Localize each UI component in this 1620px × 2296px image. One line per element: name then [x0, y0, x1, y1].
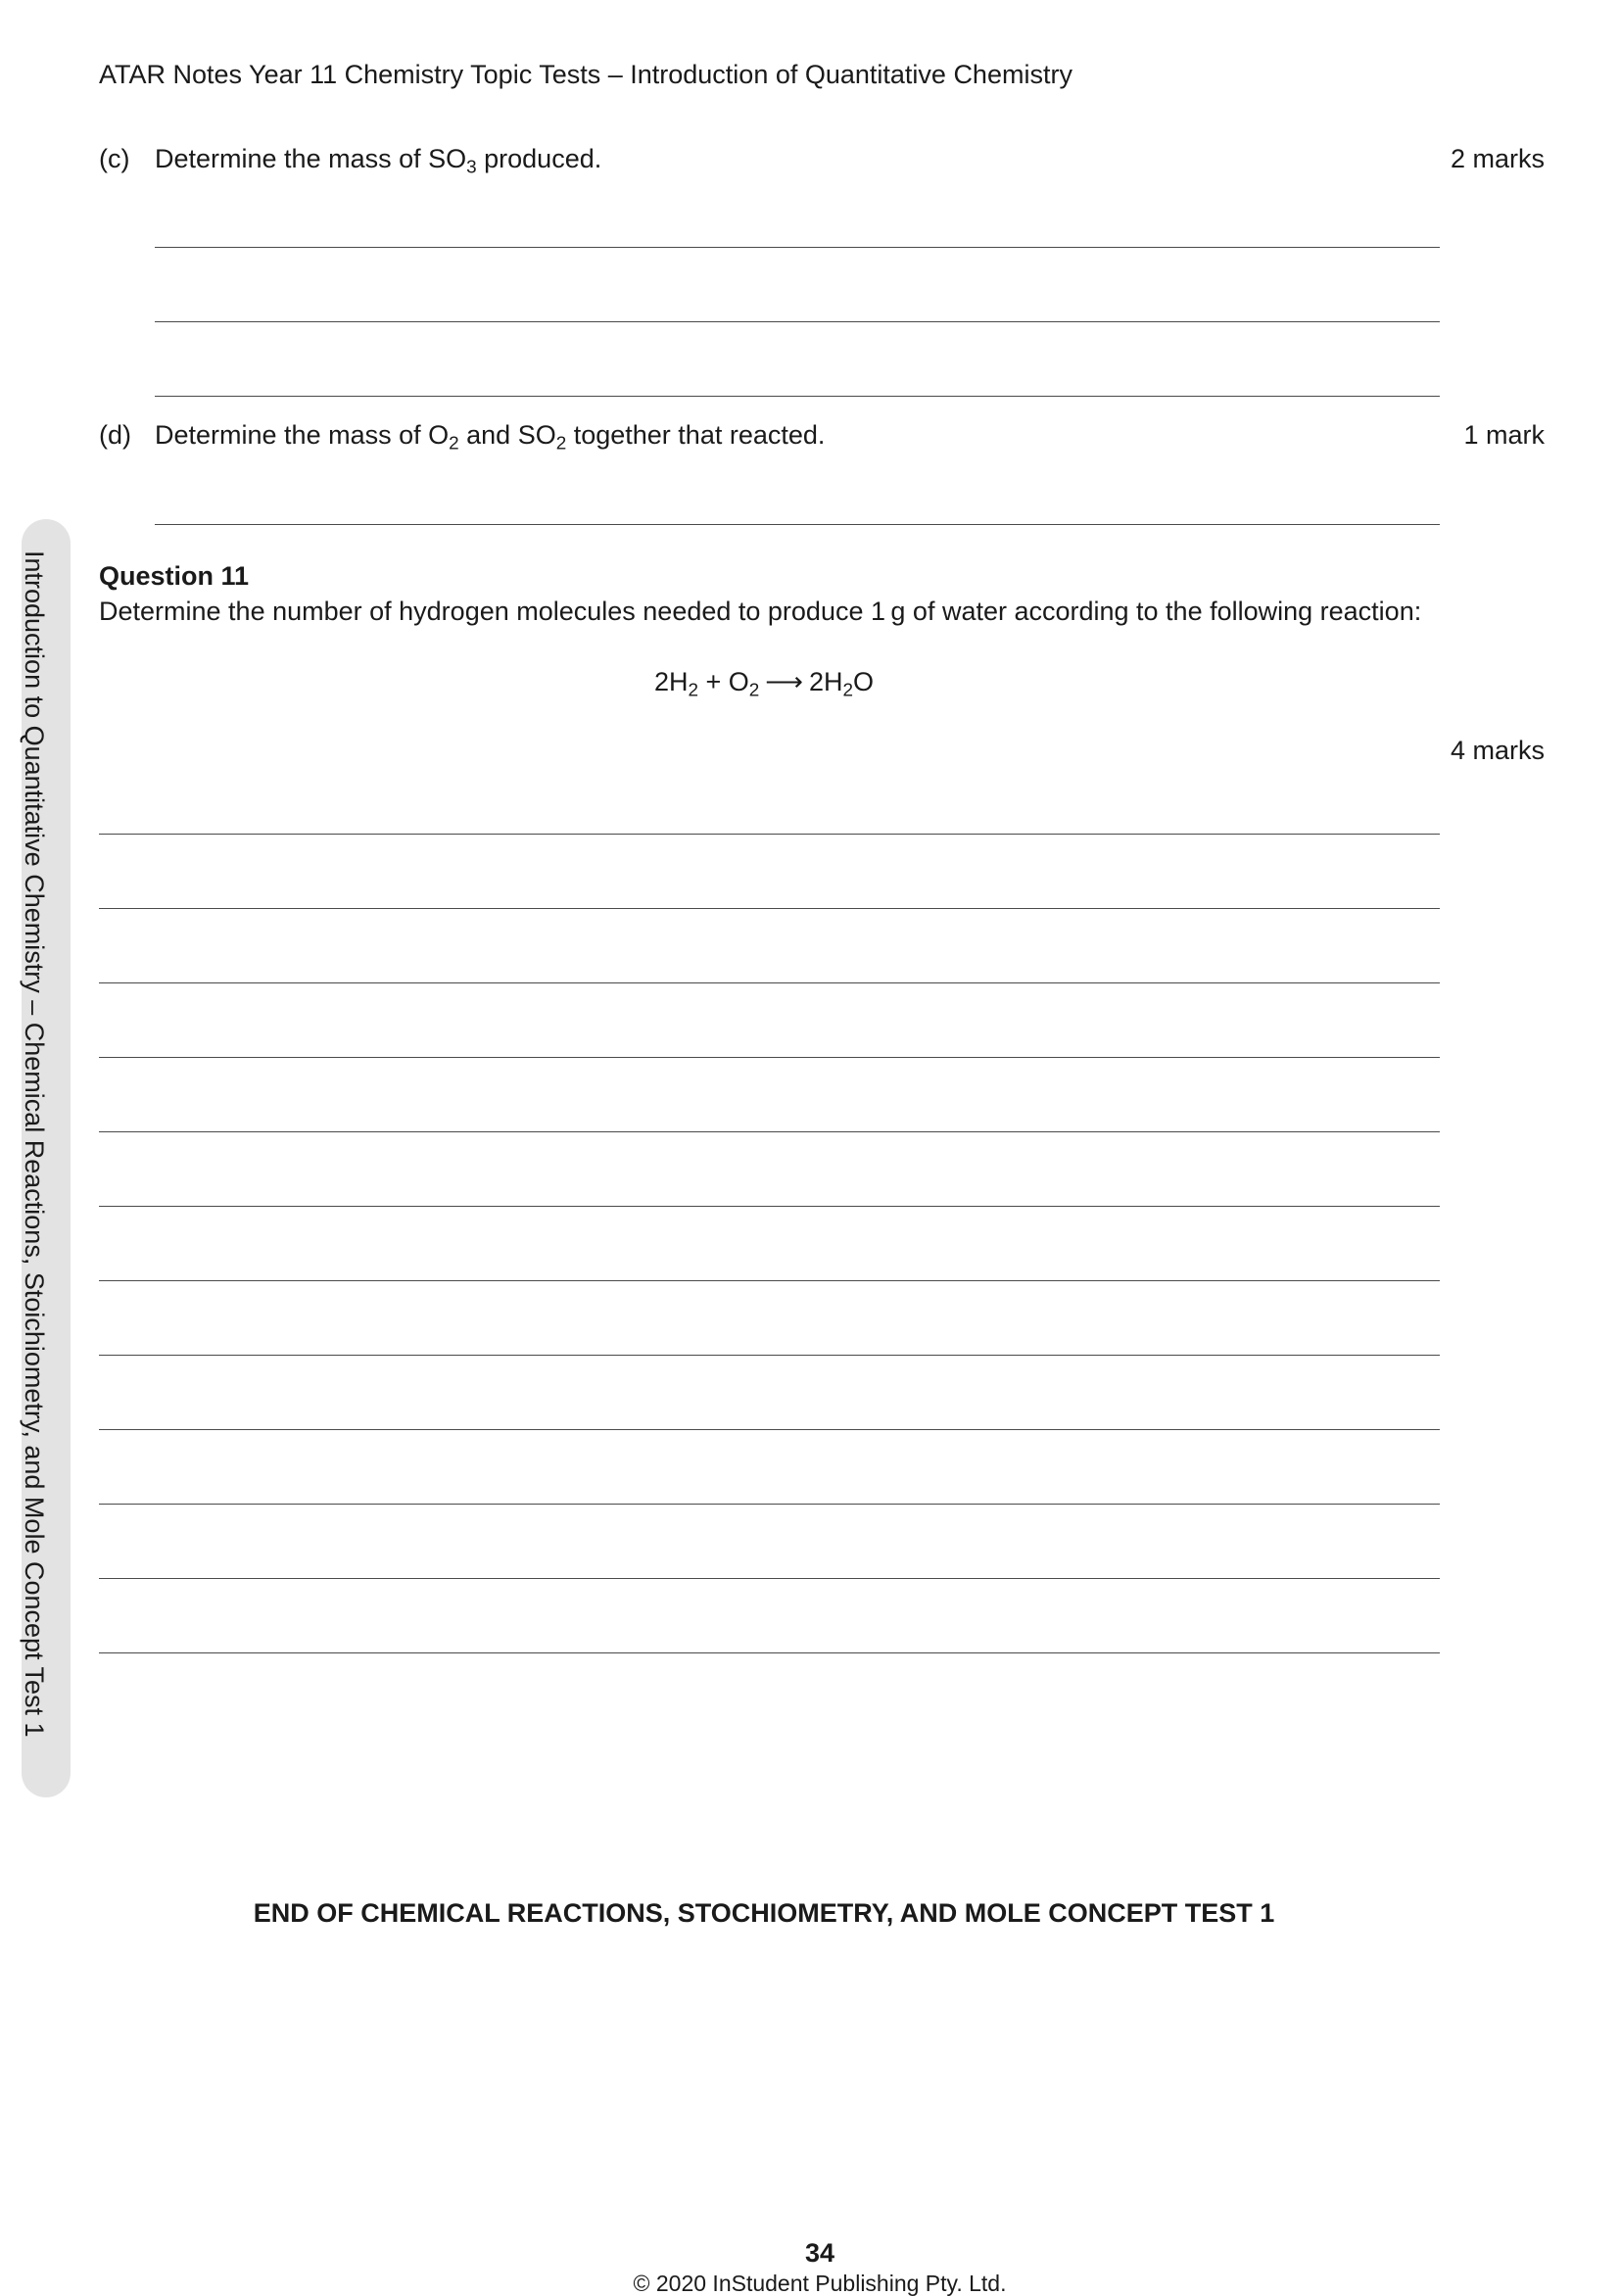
answer-line[interactable] [99, 1131, 1440, 1132]
page-header-title: ATAR Notes Year 11 Chemistry Topic Tests – Introduction of Quantitative Chemistry [99, 60, 1072, 89]
question-11-title: Question 11 [99, 561, 250, 591]
part-c-label: (c) [99, 144, 130, 173]
part-d-marks: 1 mark [1463, 420, 1545, 450]
side-tab-label: Introduction to Quantitative Chemistry – Chemical Reactions, Stoichiometry, and Mole Concept Test 1 [20, 550, 49, 1738]
answer-line[interactable] [99, 1652, 1440, 1653]
answer-line[interactable] [155, 247, 1440, 248]
answer-line[interactable] [99, 1280, 1440, 1281]
answer-line[interactable] [99, 1355, 1440, 1356]
question-11-body: Determine the number of hydrogen molecules needed to produce 1 g of water according to the following reaction: [99, 597, 1422, 626]
answer-line[interactable] [99, 1504, 1440, 1505]
page-number: 34 [804, 2238, 835, 2268]
part-c-marks: 2 marks [1450, 144, 1545, 173]
answer-line[interactable] [155, 396, 1440, 397]
copyright-notice: © 2020 InStudent Publishing Pty. Ltd. [633, 2271, 1007, 2296]
question-11-marks: 4 marks [1450, 736, 1545, 765]
chemical-equation: $2H_2 + O_2$ ⟶ $2H_2O$ [653, 667, 875, 701]
answer-line[interactable] [99, 982, 1440, 983]
part-d-question: Determine the mass of $O_2$ and $SO_2$ together that reacted. [155, 420, 826, 454]
end-of-test-text: END OF CHEMICAL REACTIONS, STOCHIOMETRY, AND MOLE CONCEPT TEST 1 [253, 1898, 1275, 1928]
answer-line[interactable] [99, 1206, 1440, 1207]
part-c-question: Determine the mass of $SO_3$ produced. [155, 144, 602, 178]
part-d-label: (d) [99, 420, 131, 450]
answer-line[interactable] [99, 908, 1440, 909]
reaction-arrow-icon: ⟶ [765, 667, 803, 696]
answer-line[interactable] [99, 1578, 1440, 1579]
answer-line[interactable] [155, 321, 1440, 322]
answer-line[interactable] [99, 1057, 1440, 1058]
answer-line[interactable] [155, 524, 1440, 525]
answer-line[interactable] [99, 834, 1440, 835]
answer-line[interactable] [99, 1429, 1440, 1430]
